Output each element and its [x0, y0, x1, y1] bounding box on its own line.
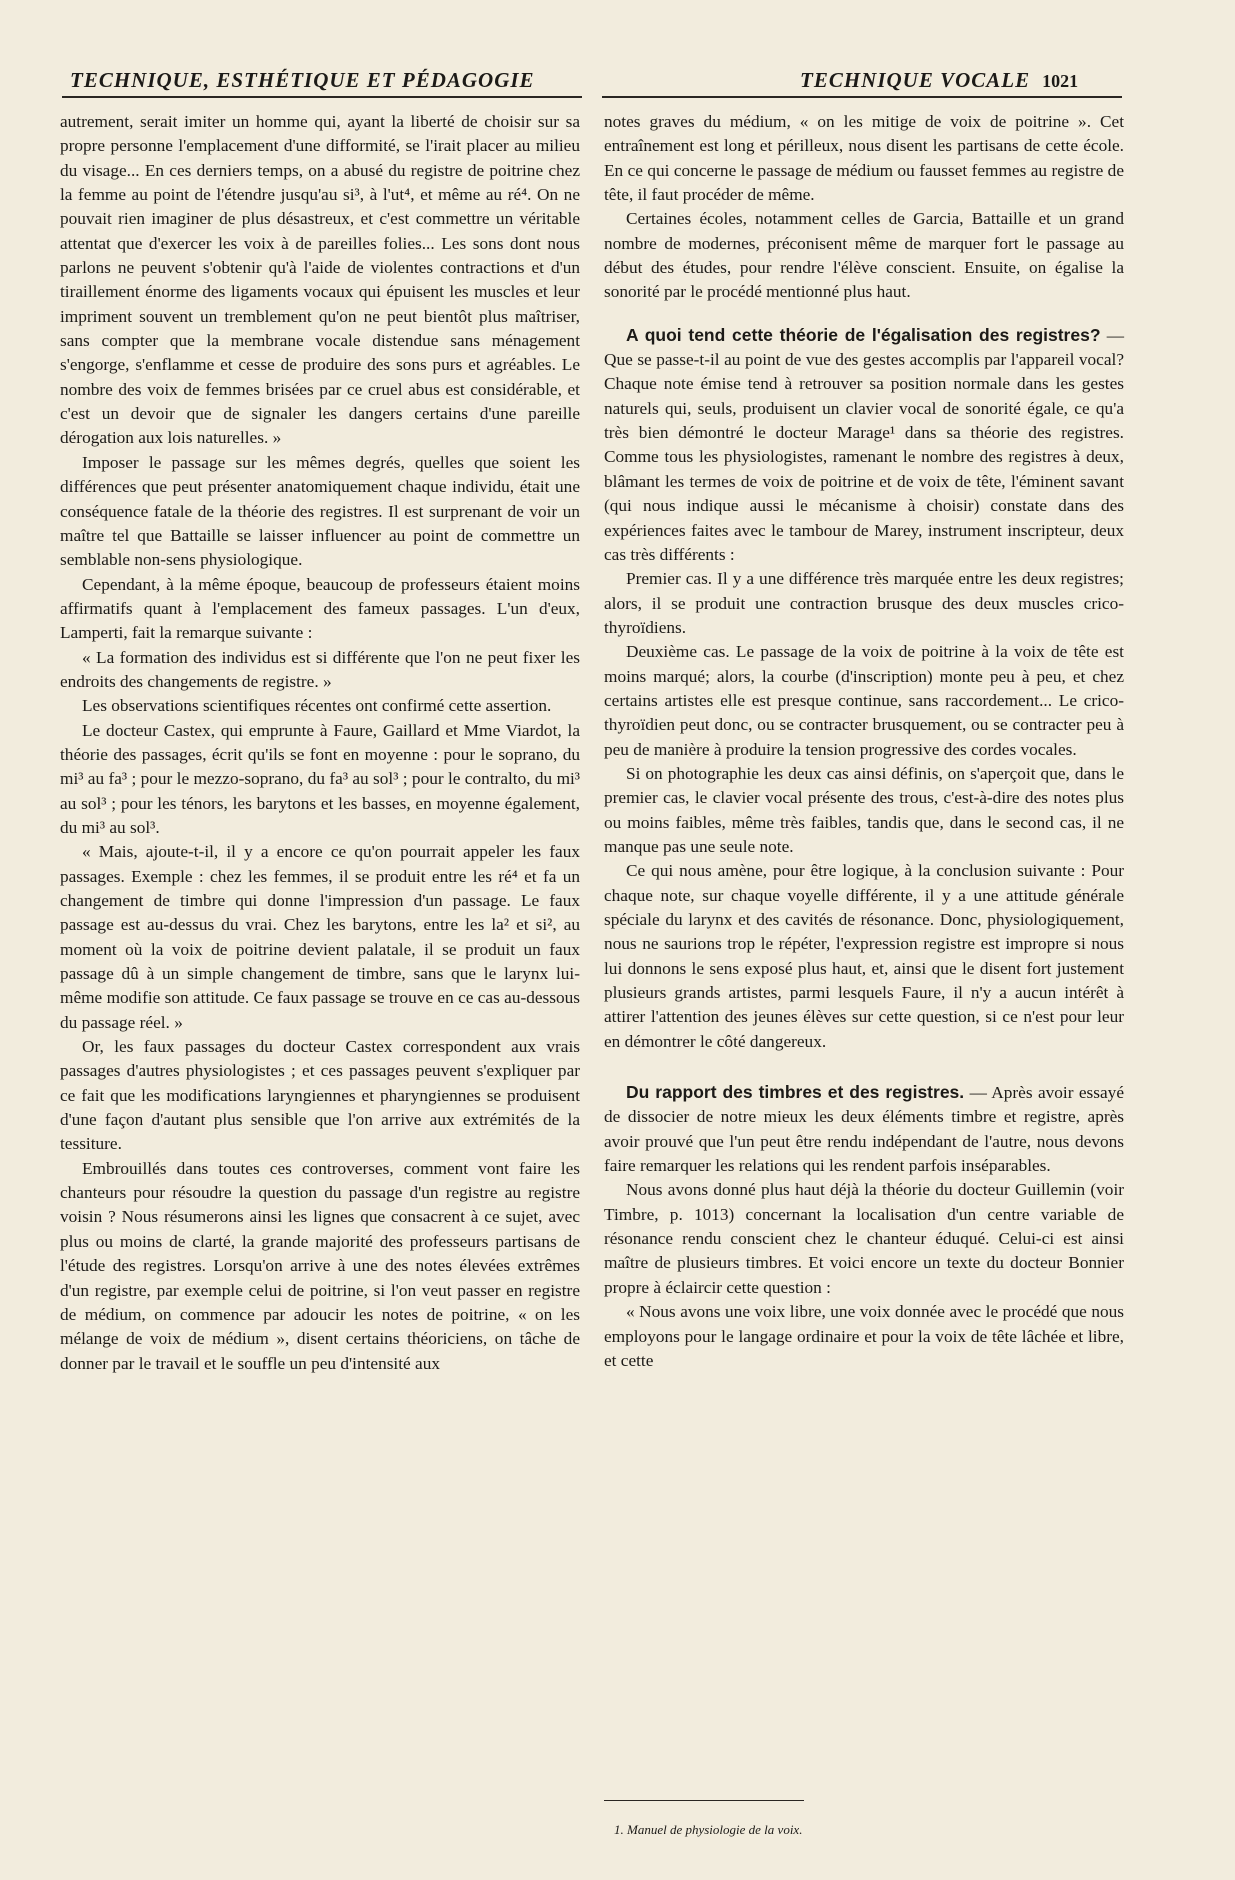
paragraph: Les observations scientifiques récentes ont confirmé cette assertion.	[82, 696, 552, 716]
header-rule-right	[602, 96, 1122, 98]
running-header-left: TECHNIQUE, ESTHÉTIQUE ET PÉDAGOGIE	[70, 68, 535, 92]
paragraph: Deuxième cas. Le passage de la voix de poitrine à la voix de tête est moins marqué; alors, la courbe (d'inscription) monte peu à peu, et chez certains artistes elle est presque continue, sans raccordement... Le crico-thyroïdien peut donc, ou se contracter brusquement, ou se contracter peu à peu de manière à produire la tension progressive des cordes vocales.	[604, 642, 1124, 759]
page-number: 1021	[1042, 71, 1079, 91]
left-column	[60, 110, 580, 1376]
paragraph: Nous avons donné plus haut déjà la théorie du docteur Guillemin (voir Timbre, p. 1013) concernant la localisation d'un centre variable de résonance rendu conscient chez le chanteur éduqué. Celui-ci est ainsi maître de plusieurs timbres. Et voici encore un texte du docteur Bonnier propre à éclaircir cette question :	[604, 1180, 1124, 1297]
paragraph: « La formation des individus est si différente que l'on ne peut fixer les endroits des changements de registre. »	[60, 647, 580, 691]
footnote-rule	[604, 1800, 804, 1801]
paragraph: autrement, serait imiter un homme qui, ayant la liberté de choisir sur sa propre personne l'emplacement d'une difformité, se l'irait placer au milieu du visage... En ces derniers temps, on a abusé du registre de poitrine chez la femme au point de l'étendre jusqu'au si³, à l'ut⁴, et même au ré⁴. On ne pouvait rien imaginer de plus désastreux, et c'est commettre un véritable attentat que d'exercer les voix à de pareilles folies... Les sons dont nous parlons ne peuvent s'obtenir qu'à l'aide de violentes contractions et d'un tiraillement énorme des ligaments vocaux qui épuisent les muscles et leur impriment souvent un tremblement qu'on ne peut bientôt plus maîtriser, sans compter que la membrane vocale distendue sans ménagement s'engorge, s'enflamme et cesse de produire des sons purs et agréables. Le nombre des voix de femmes brisées par ce cruel abus est considérable, et c'est un devoir que de signaler les dangers certains d'une pareille dérogation aux lois naturelles. »	[60, 112, 580, 448]
section-paragraph	[604, 323, 1124, 567]
section-paragraph	[604, 1080, 1124, 1178]
section-text: — Après avoir essayé de dissocier de notre mieux les deux éléments timbre et registre, après avoir prouvé que l'un peut être rendu indépendant de l'autre, nous devons faire remarquer les relations qui les rendent parfois inséparables.	[604, 1083, 1124, 1176]
paragraph: « Nous avons une voix libre, une voix donnée avec le procédé que nous employons pour le langage ordinaire et pour la voix de tête lâchée et libre, et cette	[604, 1302, 1124, 1370]
paragraph: Cependant, à la même époque, beaucoup de professeurs étaient moins affirmatifs quant à l'emplacement des fameux passages. L'un d'eux, Lamperti, fait la remarque suivante :	[60, 574, 580, 643]
paragraph: Imposer le passage sur les mêmes degrés, quelles que soient les différences que peut présenter anatomiquement chaque individu, était une conséquence fatale de la théorie des registres. Il est surprenant de voir un maître tel que Battaille se laisser influencer au point de commettre un semblable non-sens physiologique.	[60, 452, 580, 570]
paragraph: Ce qui nous amène, pour être logique, à la conclusion suivante : Pour chaque note, sur chaque voyelle différente, il y a une attitude générale spéciale du larynx et des cavités de résonance. Donc, physiologiquement, nous ne saurions trop le répéter, l'expression registre est impropre si nous lui donnons le sens exposé plus haut, et, ainsi que le disent fort justement plusieurs grands artistes, parmi lesquels Faure, il n'y a aucun intérêt à attirer l'attention des jeunes élèves sur cette question, si ce n'est pour leur en démontrer le côté dangereux.	[604, 861, 1124, 1051]
paragraph: Premier cas. Il y a une différence très marquée entre les deux registres; alors, il se produit une contraction brusque des deux muscles crico-thyroïdiens.	[604, 569, 1124, 637]
paragraph: Certaines écoles, notamment celles de Garcia, Battaille et un grand nombre de modernes, préconisent même de marquer fort le passage au début des études, pour rendre l'élève conscient. Ensuite, on égalise la sonorité par le procédé mentionné plus haut.	[604, 209, 1124, 302]
right-column	[604, 110, 1124, 1373]
running-header-right	[800, 68, 1078, 93]
paragraph: Or, les faux passages du docteur Castex correspondent aux vrais passages d'autres physiologistes ; et ces passages peuvent s'expliquer par ce fait que les modifications laryngiennes et pharyngiennes se produisent d'une façon d'autant plus sensible que l'on arrive aux extrémités de la tessiture.	[60, 1037, 580, 1154]
paragraph: Si on photographie les deux cas ainsi définis, on s'aperçoit que, dans le premier cas, le clavier vocal présente des trous, c'est-à-dire des notes plus ou moins faibles, même très faibles, tandis que, dans le second cas, il ne manque pas une seule note.	[604, 763, 1124, 856]
footnote: 1. Manuel de physiologie de la voix.	[614, 1822, 803, 1837]
paragraph: Le docteur Castex, qui emprunte à Faure, Gaillard et Mme Viardot, la théorie des passages, écrit qu'ils se font en moyenne : pour le soprano, du mi³ au fa³ ; pour le mezzo-soprano, du fa³ au sol³ ; pour le contralto, du mi³ au sol³ ; pour les ténors, les barytons et les basses, en moyenne également, du mi³ au sol³.	[60, 720, 580, 837]
paragraph: notes graves du médium, « on les mitige de voix de poitrine ». Cet entraînement est long et périlleux, nous disent les partisans de cette école. En ce qui concerne le passage de médium ou fausset femmes au registre de tête, il faut procéder de même.	[604, 112, 1124, 205]
header-rule-left	[62, 96, 582, 98]
paragraph: Embrouillés dans toutes ces controverses, comment vont faire les chanteurs pour résoudre la question du passage d'un registre au registre voisin ? Nous résumerons ainsi les lignes que consacrent à ce sujet, avec plus ou moins de clarté, la grande majorité des professeurs partisans de l'étude des registres. Lorsqu'on arrive à une des notes élevées extrêmes d'un registre, par exemple celui de poitrine, si l'on veut passer en registre de médium, on commence par adoucir les notes de poitrine, « on les mélange de voix de médium », disent certains théoriciens, on tâche de donner par le travail et le souffle un peu d'intensité aux	[60, 1158, 580, 1373]
section-heading: Du rapport des timbres et des registres.	[626, 1082, 965, 1103]
running-header-title: TECHNIQUE VOCALE	[800, 68, 1031, 92]
section-heading: A quoi tend cette théorie de l'égalisation des registres?	[626, 324, 1101, 345]
paragraph: « Mais, ajoute-t-il, il y a encore ce qu'on pourrait appeler les faux passages. Exemple : chez les femmes, il se produit entre les ré⁴ et fa un changement de timbre qui donne l'impression d'un passage. Le faux passage est au-dessus du vrai. Chez les barytons, entre les la² et si², au moment où la voix de poitrine devient palatale, il se produit un faux passage dû à un simple changement de timbre, sans que le larynx lui-même modifie son attitude. Ce faux passage se trouve en ce cas au-dessous du passage réel. »	[60, 842, 580, 1032]
section-text: — Que se passe-t-il au point de vue des gestes accomplis par l'appareil vocal? Chaque note émise tend à retrouver sa position normale dans les gestes naturels qui, seuls, produisent un clavier vocal de sonorité égale, ce qu'a très bien démontré le docteur Marage¹ dans sa théorie des registres. Comme tous les physiologistes, ramenant le nombre des registres à deux, blâmant les termes de voix de poitrine et de voix de tête, l'éminent savant (qui nous indique aussi le mécanisme à choisir) constate dans des expériences faites avec le tambour de Marey, instrument inscripteur, deux cas très différents :	[604, 325, 1124, 564]
